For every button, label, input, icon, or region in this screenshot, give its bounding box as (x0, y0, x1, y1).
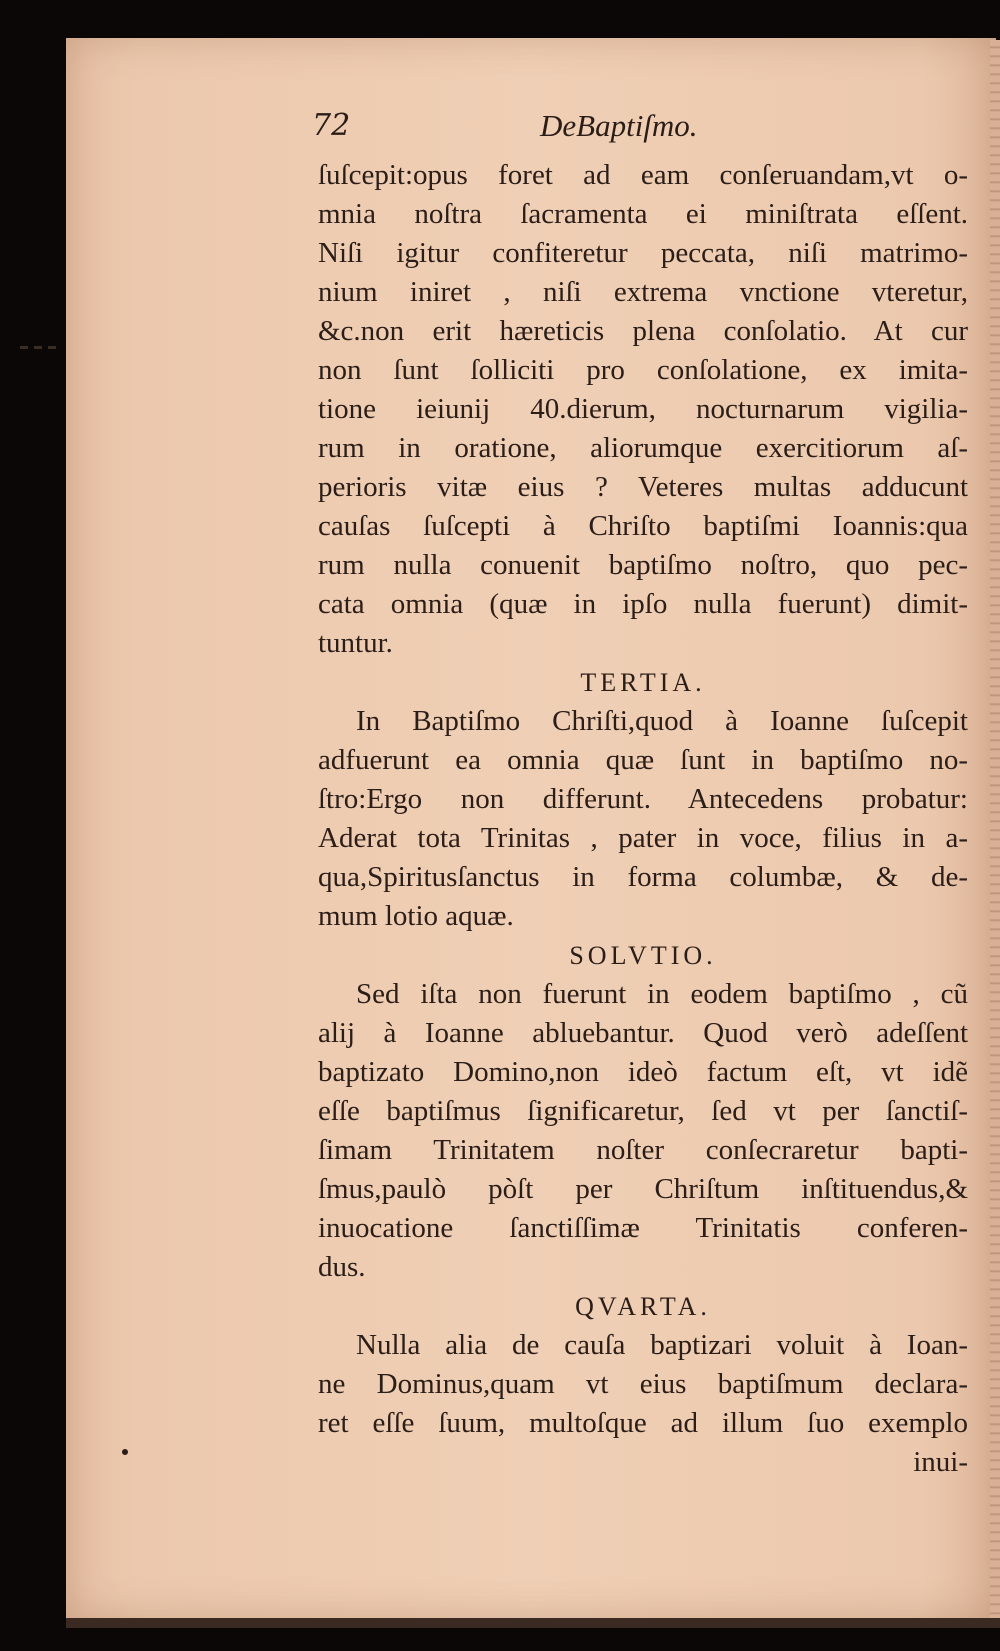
text-line: dus. (318, 1251, 366, 1283)
text-line: non ſunt ſolliciti pro conſolatione, ex imita- (318, 354, 968, 386)
text-line: In Baptiſmo Chriſti,quod à Ioanne ſuſcepit (356, 705, 968, 737)
text-line: ſmus,paulò pòſt per Chriſtum inſtituendus,& (318, 1173, 968, 1205)
running-title: DeBaptiſmo. (540, 108, 698, 143)
text-line: cauſas ſuſcepti à Chriſto baptiſmi Ioannis:qua (318, 510, 968, 542)
text-line: tuntur. (318, 627, 393, 659)
paragraph-1 (318, 156, 968, 663)
paragraph-3 (318, 975, 968, 1287)
text-line: perioris vitæ eius ? Veteres multas adducunt (318, 471, 968, 503)
text-line: nium iniret , niſi extrema vnctione vteretur, (318, 276, 968, 308)
text-line: ſuſcepit:opus foret ad eam conſeruandam,vt o- (318, 159, 968, 191)
text-line: inuocatione ſanctiſſimæ Trinitatis conferen- (318, 1212, 968, 1244)
text-line: tione ieiunij 40.dierum, nocturnarum vigilia- (318, 393, 968, 425)
text-line: Aderat tota Trinitas , pater in voce, filius in a- (318, 822, 968, 854)
paragraph-4 (318, 1326, 968, 1443)
text-block (318, 156, 968, 1482)
text-line: alij à Ioanne abluebantur. Quod verò adeſſent (318, 1017, 968, 1049)
running-head (312, 108, 992, 152)
text-line: mum lotio aquæ. (318, 900, 514, 932)
page-number: 72 (312, 108, 351, 143)
text-line: rum in oratione, aliorumque exercitiorum aſ- (318, 432, 968, 464)
text-line: ſtro:Ergo non differunt. Antecedens probatur: (318, 783, 968, 815)
margin-mark (20, 346, 56, 349)
paragraph-2 (318, 702, 968, 936)
text-line: eſſe baptiſmus ſignificaretur, ſed vt per ſanctiſ- (318, 1095, 968, 1127)
text-line: baptizato Domino,non ideò factum eſt, vt idẽ (318, 1056, 968, 1088)
catchword: inui- (913, 1446, 968, 1478)
text-line: cata omnia (quæ in ipſo nulla fuerunt) dimit- (318, 588, 968, 620)
section-heading-tertia: TERTIA. (580, 668, 706, 697)
section-heading-quarta: QVARTA. (575, 1292, 711, 1321)
section-heading-solutio: SOLVTIO. (569, 941, 717, 970)
bottom-edge (66, 1618, 1000, 1628)
text-line: ſimam Trinitatem noſter conſecraretur bapti- (318, 1134, 968, 1166)
text-line: Niſi igitur confiteretur peccata, niſi matrimo- (318, 237, 968, 269)
text-line: mnia noſtra ſacramenta ei miniſtrata eſſent. (318, 198, 968, 230)
text-line: adfuerunt ea omnia quæ ſunt in baptiſmo no- (318, 744, 968, 776)
text-line: rum nulla conuenit baptiſmo noſtro, quo pec- (318, 549, 968, 581)
text-line: ne Dominus,quam vt eius baptiſmum declara- (318, 1368, 968, 1400)
ink-spot (122, 1449, 128, 1455)
text-line: ret eſſe ſuum, multoſque ad illum ſuo exemplo (318, 1407, 968, 1439)
page-edge (990, 40, 1000, 1620)
text-line: qua,Spiritusſanctus in forma columbæ, & de- (318, 861, 968, 893)
text-line: &c.non erit hæreticis plena conſolatio. At cur (318, 315, 968, 347)
text-line: Nulla alia de cauſa baptizari voluit à Ioan- (356, 1329, 968, 1361)
text-line: Sed iſta non fuerunt in eodem baptiſmo , cũ (356, 978, 968, 1010)
